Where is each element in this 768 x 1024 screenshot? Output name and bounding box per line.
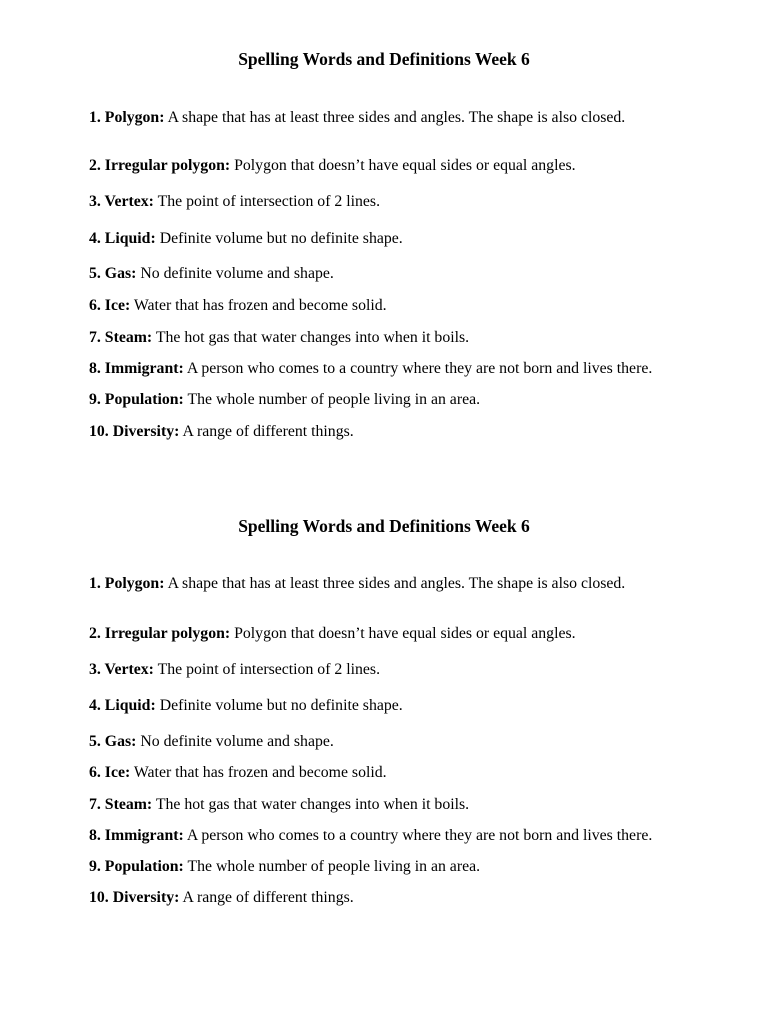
term-label: 3. Vertex: [89, 661, 154, 678]
definition-item [89, 422, 354, 442]
definition-text: A range of different things. [182, 889, 354, 906]
definition-text: Polygon that doesn’t have equal sides or equal angles. [234, 157, 576, 174]
definition-item [89, 857, 480, 877]
definition-text: Water that has frozen and become solid. [133, 764, 387, 781]
term-label: 5. Gas: [89, 733, 137, 750]
definition-item [89, 328, 469, 348]
term-label: 4. Liquid: [89, 697, 156, 714]
term-label: 10. Diversity: [89, 889, 180, 906]
definition-text: No definite volume and shape. [140, 733, 334, 750]
definition-text: The hot gas that water changes into when it boils. [155, 329, 470, 346]
term-label: 7. Steam: [89, 796, 153, 813]
section-title: Spelling Words and Definitions Week 6 [238, 49, 530, 69]
definition-text: Definite volume but no definite shape. [159, 697, 403, 714]
definition-item [89, 192, 380, 212]
definition-text: The whole number of people living in an area. [187, 391, 481, 408]
definition-text: The point of intersection of 2 lines. [157, 193, 381, 210]
definition-text: A person who comes to a country where they are not born and lives there. [186, 360, 653, 377]
term-label: 2. Irregular polygon: [89, 625, 231, 642]
definition-item [89, 359, 652, 379]
definition-item [89, 826, 652, 846]
term-label: 7. Steam: [89, 329, 153, 346]
definition-item [89, 390, 480, 410]
definition-item [89, 660, 380, 680]
definition-text: Definite volume but no definite shape. [159, 230, 403, 247]
definition-text: A range of different things. [182, 423, 354, 440]
definition-item [89, 108, 625, 128]
definition-text: A shape that has at least three sides and angles. The shape is also closed. [167, 575, 626, 592]
term-label: 6. Ice: [89, 297, 131, 314]
definition-item [89, 795, 469, 815]
definition-item [89, 229, 403, 249]
term-label: 9. Population: [89, 858, 184, 875]
definition-item [89, 574, 625, 594]
definition-text: The point of intersection of 2 lines. [157, 661, 381, 678]
term-label: 5. Gas: [89, 265, 137, 282]
section-title: Spelling Words and Definitions Week 6 [238, 516, 530, 536]
term-label: 2. Irregular polygon: [89, 157, 231, 174]
definition-item [89, 264, 334, 284]
term-label: 8. Immigrant: [89, 360, 184, 377]
definition-item [89, 732, 334, 752]
definition-item [89, 624, 576, 644]
term-label: 8. Immigrant: [89, 827, 184, 844]
definition-item [89, 156, 576, 176]
term-label: 9. Population: [89, 391, 184, 408]
definition-text: The whole number of people living in an area. [187, 858, 481, 875]
definition-text: Water that has frozen and become solid. [133, 297, 387, 314]
definition-item [89, 296, 387, 316]
term-label: 6. Ice: [89, 764, 131, 781]
term-label: 10. Diversity: [89, 423, 180, 440]
term-label: 4. Liquid: [89, 230, 156, 247]
term-label: 1. Polygon: [89, 109, 165, 126]
definition-item [89, 888, 354, 908]
definition-text: The hot gas that water changes into when it boils. [155, 796, 470, 813]
definition-item [89, 763, 387, 783]
term-label: 1. Polygon: [89, 575, 165, 592]
definition-item [89, 696, 403, 716]
term-label: 3. Vertex: [89, 193, 154, 210]
definition-text: No definite volume and shape. [140, 265, 334, 282]
definition-text: Polygon that doesn’t have equal sides or equal angles. [234, 625, 576, 642]
definition-text: A person who comes to a country where they are not born and lives there. [186, 827, 653, 844]
definition-text: A shape that has at least three sides and angles. The shape is also closed. [167, 109, 626, 126]
